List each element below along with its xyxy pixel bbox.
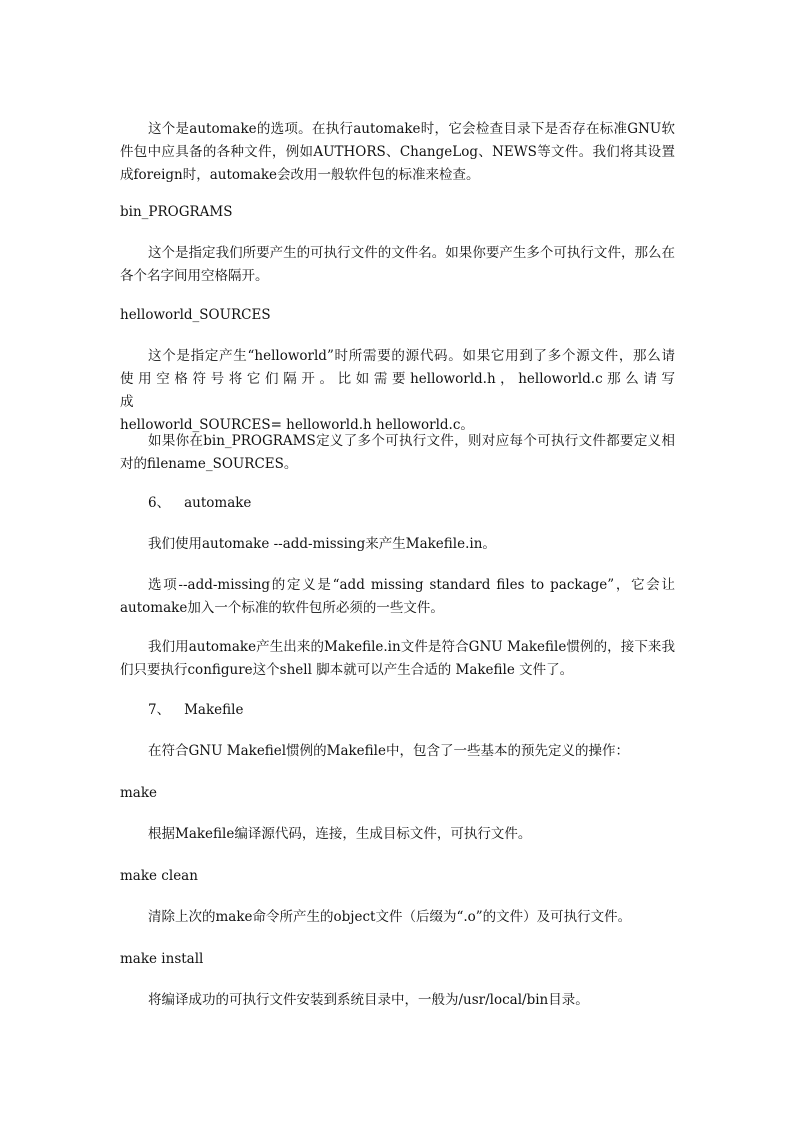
sources-line-2: 使 用 空 格 符 号 将 它 们 隔 开 。 比 如 需 要 helloworld.h ， helloworld.c 那 么 请 写 成 xyxy=(120,371,675,410)
heading-helloworld-sources: helloworld_SOURCES xyxy=(120,307,271,323)
paragraph-predefined-operations: 在符合GNU Makefiel惯例的Makefile中，包含了一些基本的预先定义的操作： xyxy=(148,743,629,759)
section-heading-7 xyxy=(148,699,703,722)
paragraph-bin-programs: 这个是指定我们所要产生的可执行文件的文件名。如果你要产生多个可执行文件，那么在各个名字间用空格隔开。 xyxy=(120,245,675,284)
sources-line-1: 这个是指定产生“helloworld”时所需要的源代码。如果它用到了多个源文件，那么请 xyxy=(148,348,675,364)
section-title-6: automake xyxy=(184,495,252,511)
section-number-7: 7、 xyxy=(148,702,171,718)
paragraph-multiple-programs: 如果你在bin_PROGRAMS定义了多个可执行文件，则对应每个可执行文件都要定义相对的filename_SOURCES。 xyxy=(120,433,675,472)
section-title-7: Makefile xyxy=(184,702,244,718)
paragraph-make-install: 将编译成功的可执行文件安装到系统目录中，一般为/usr/local/bin目录。 xyxy=(148,992,589,1008)
paragraph-make: 根据Makefile编译源代码，连接，生成目标文件，可执行文件。 xyxy=(148,826,532,842)
paragraph-add-missing-command: 我们使用automake --add-missing来产生Makefile.in。 xyxy=(148,536,496,552)
heading-make-clean: make clean xyxy=(120,868,198,884)
heading-make-install: make install xyxy=(120,951,204,967)
paragraph-make-clean: 清除上次的make命令所产生的object文件（后缀为“.o”的文件）及可执行文件。 xyxy=(148,909,632,925)
paragraph-makefile-in: 我们用automake产生出来的Makefile.in文件是符合GNU Makefile惯例的，接下来我们只要执行configure这个shell 脚本就可以产生合适的 Makefile 文件了。 xyxy=(120,639,675,678)
paragraph-add-missing-definition: 选项--add-missing的定义是“add missing standard files to package”，它会让automake加入一个标准的软件包所必须的一些文件。 xyxy=(120,577,675,616)
section-number-6: 6、 xyxy=(148,495,171,511)
sources-line-3: helloworld_SOURCES= helloworld.h helloworld.c。 xyxy=(120,417,474,433)
heading-bin-programs: bin_PROGRAMS xyxy=(120,204,233,220)
paragraph-automake-option: 这个是automake的选项。在执行automake时，它会检查目录下是否存在标准GNU软件包中应具备的各种文件，例如AUTHORS、ChangeLog、NEWS等文件。我们将其设置成foreign时，automake会改用一般软件包的标准来检查。 xyxy=(120,121,675,183)
paragraph-helloworld-sources xyxy=(120,345,675,437)
section-heading-6 xyxy=(148,492,703,515)
heading-make: make xyxy=(120,785,158,801)
